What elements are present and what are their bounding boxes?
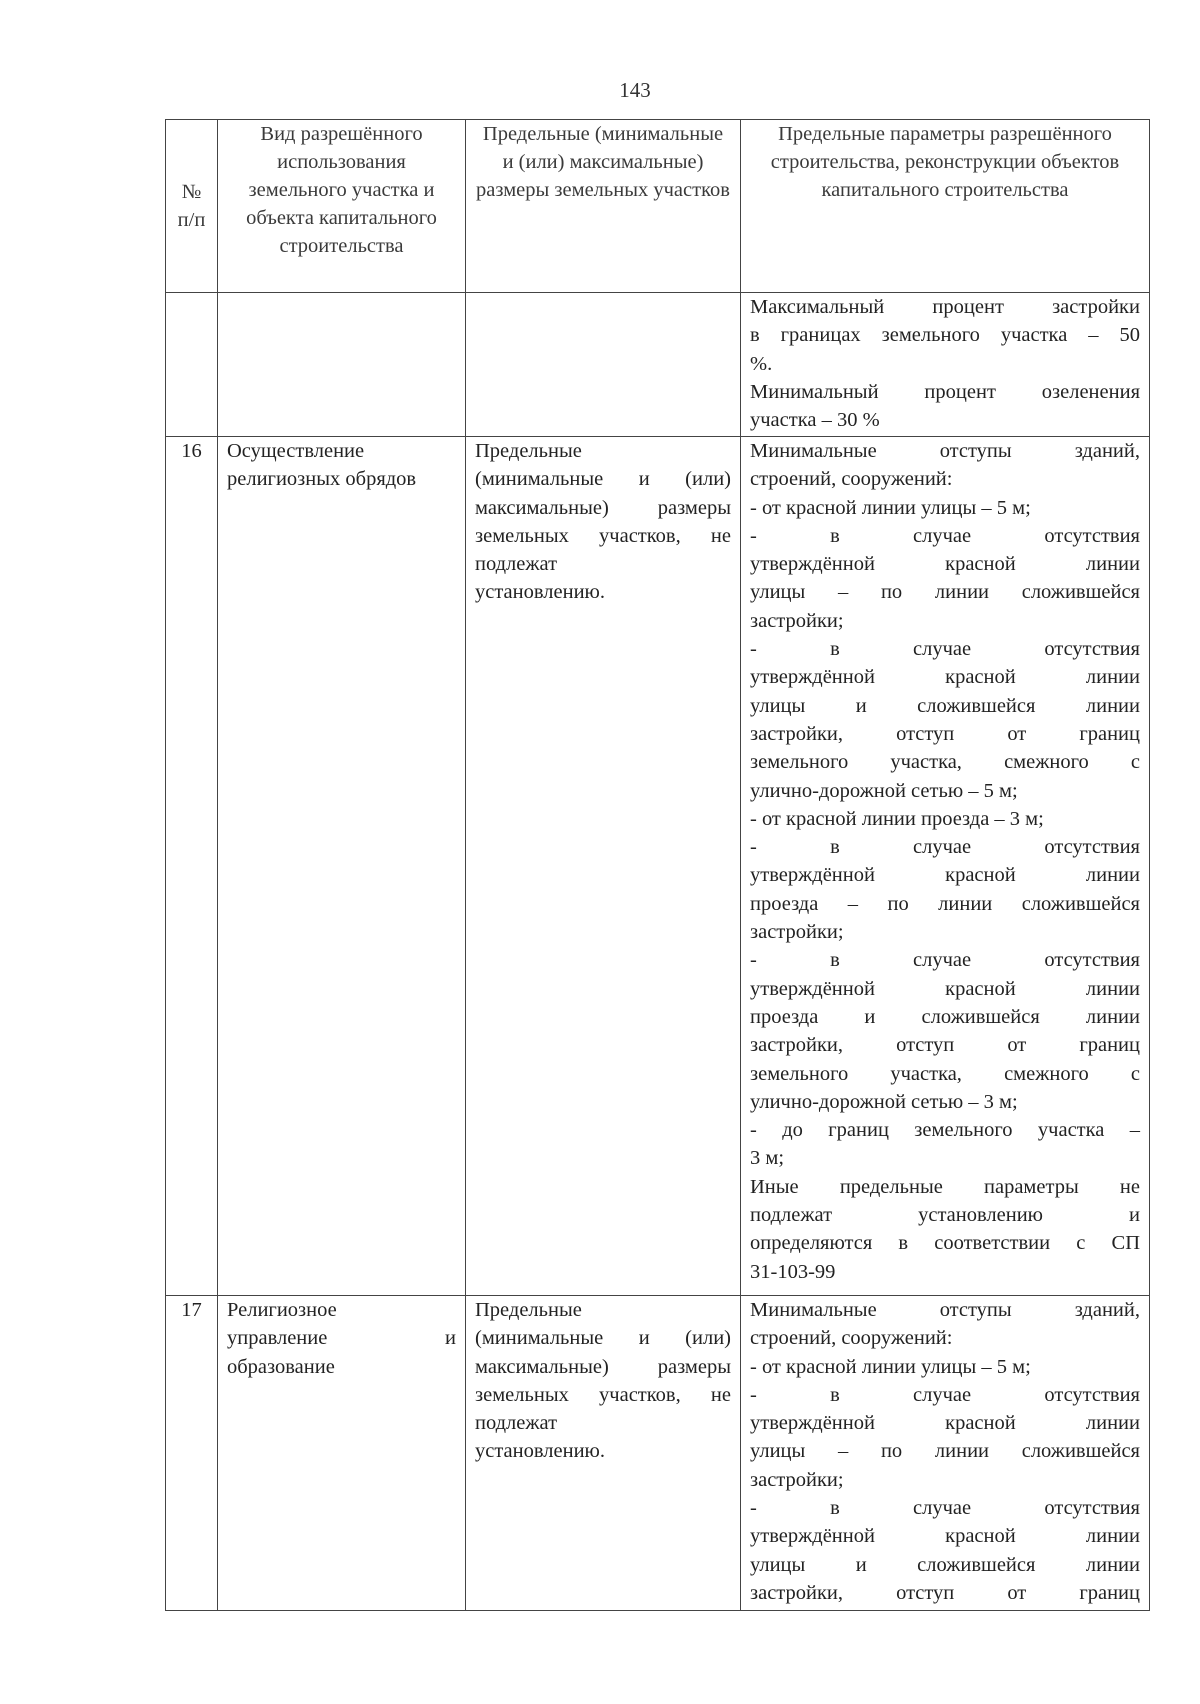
cell-land-use — [218, 437, 466, 1296]
table-row-17 — [166, 1296, 1150, 1611]
params-line: участка – 30 % — [750, 409, 880, 432]
cell-plot-sizes — [466, 1296, 741, 1611]
params-line: проезда – по линии сложившейся — [750, 892, 1140, 915]
params-line: улично-дорожной сетью – 5 м; — [750, 779, 1018, 802]
params-line: застройки; — [750, 1468, 844, 1491]
header-land-use-type — [218, 120, 466, 293]
table-header-row — [166, 120, 1150, 293]
cell-number — [166, 437, 218, 1296]
params-line: Минимальные отступы зданий, — [750, 1299, 1140, 1321]
header-construction-params — [741, 120, 1150, 293]
params-line: строений, сооружений: — [750, 1327, 953, 1350]
plot-sizes-line: подлежат — [475, 1412, 558, 1435]
header-construction-params-text: Предельные параметры разрешённого строительства, реконструкции объектов капитального строительства — [770, 123, 1120, 201]
params-line: улицы – по линии сложившейся — [750, 581, 1140, 604]
plot-sizes-line: (минимальные и (или) — [475, 468, 731, 491]
table-row-continuation — [166, 293, 1150, 437]
params-line: утверждённой красной линии — [750, 666, 1140, 689]
params-line: застройки; — [750, 609, 844, 632]
cell-params — [741, 1296, 1150, 1611]
cell-plot-sizes — [466, 437, 741, 1296]
params-line: улично-дорожной сетью – 3 м; — [750, 1090, 1018, 1113]
params-line: 3 м; — [750, 1147, 785, 1170]
header-number — [166, 120, 218, 293]
params-line: застройки, отступ от границ — [750, 1034, 1140, 1057]
cell-land-use — [218, 293, 466, 437]
params-line: Минимальный процент озеленения — [750, 380, 1140, 403]
params-line: подлежат установлению и — [750, 1204, 1140, 1227]
params-line: утверждённой красной линии — [750, 864, 1140, 887]
params-line: застройки, отступ от границ — [750, 1581, 1140, 1604]
header-number-text: № п/п — [177, 181, 206, 231]
params-line: %. — [750, 352, 773, 375]
row-number: 16 — [181, 440, 202, 462]
params-line: застройки, отступ от границ — [750, 722, 1140, 745]
header-plot-sizes-text: Предельные (минимальные и (или) максимальные) размеры земельных участков — [476, 123, 730, 201]
plot-sizes-line: земельных участков, не — [475, 1383, 731, 1406]
table-row-16 — [166, 437, 1150, 1296]
cell-number — [166, 293, 218, 437]
row-number: 17 — [181, 1299, 202, 1321]
params-line: - в случае отсутствия — [750, 524, 1140, 547]
params-line: - в случае отсутствия — [750, 638, 1140, 661]
params-line: - до границ земельного участка – — [750, 1119, 1140, 1142]
params-line: застройки; — [750, 921, 844, 944]
land-use-regulations-table — [165, 119, 1150, 1611]
params-line: утверждённой красной линии — [750, 1525, 1140, 1548]
cell-land-use — [218, 1296, 466, 1611]
params-line: Максимальный процент застройки — [750, 296, 1140, 318]
plot-sizes-line: (минимальные и (или) — [475, 1327, 731, 1350]
land-use-line: образование — [227, 1355, 335, 1378]
params-line: - в случае отсутствия — [750, 1497, 1140, 1520]
plot-sizes-line: Предельные — [475, 440, 582, 462]
params-line: утверждённой красной линии — [750, 977, 1140, 1000]
land-use-line: Осуществление — [227, 440, 365, 462]
plot-sizes-line: максимальные) размеры — [475, 496, 731, 519]
plot-sizes-line: установлению. — [475, 1440, 605, 1463]
header-plot-sizes — [466, 120, 741, 293]
plot-sizes-line: максимальные) размеры — [475, 1355, 731, 1378]
cell-number — [166, 1296, 218, 1611]
params-line: - от красной линии улицы – 5 м; — [750, 496, 1031, 519]
params-line: земельного участка, смежного с — [750, 1062, 1140, 1085]
cell-params — [741, 293, 1150, 437]
params-line: - от красной линии улицы – 5 м; — [750, 1355, 1031, 1378]
params-line: - от красной линии проезда – 3 м; — [750, 807, 1044, 830]
params-line: проезда и сложившейся линии — [750, 1005, 1140, 1028]
page-number: 143 — [619, 78, 651, 102]
land-use-line: Религиозное — [227, 1299, 337, 1321]
cell-plot-sizes — [466, 293, 741, 437]
params-line: в границах земельного участка – 50 — [750, 324, 1140, 347]
params-line: улицы и сложившейся линии — [750, 1553, 1140, 1576]
plot-sizes-line: Предельные — [475, 1299, 582, 1321]
params-line: - в случае отсутствия — [750, 836, 1140, 859]
cell-params — [741, 437, 1150, 1296]
land-use-line: религиозных обрядов — [227, 468, 417, 491]
plot-sizes-line: земельных участков, не — [475, 524, 731, 547]
params-line: Иные предельные параметры не — [750, 1175, 1140, 1198]
params-line: - в случае отсутствия — [750, 949, 1140, 972]
params-line: утверждённой красной линии — [750, 553, 1140, 576]
params-line: улицы – по линии сложившейся — [750, 1440, 1140, 1463]
plot-sizes-line: подлежат — [475, 553, 558, 576]
params-line: определяются в соответствии с СП — [750, 1232, 1140, 1255]
params-line: - в случае отсутствия — [750, 1383, 1140, 1406]
land-use-line: управление и — [227, 1327, 456, 1350]
params-line: Минимальные отступы зданий, — [750, 440, 1140, 462]
params-line: строений, сооружений: — [750, 468, 953, 491]
plot-sizes-line: установлению. — [475, 581, 605, 604]
params-line: утверждённой красной линии — [750, 1412, 1140, 1435]
params-line: 31-103-99 — [750, 1260, 836, 1283]
header-land-use-type-text: Вид разрешённого использования земельного участка и объекта капитального строительства — [246, 123, 437, 257]
params-line: улицы и сложившейся линии — [750, 694, 1140, 717]
params-line: земельного участка, смежного с — [750, 751, 1140, 774]
